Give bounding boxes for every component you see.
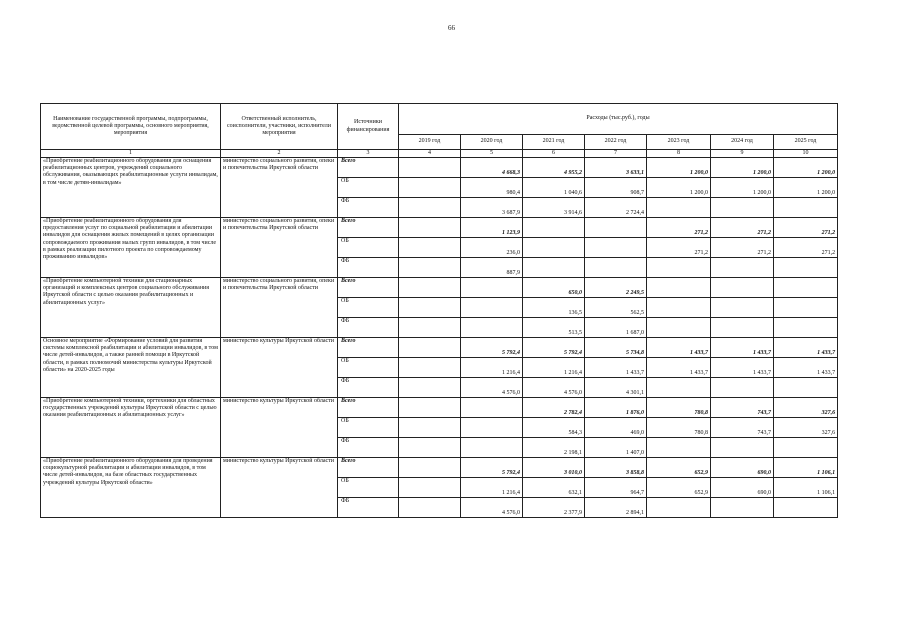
- amount-cell: [647, 198, 711, 218]
- amount-cell: 136,5: [523, 298, 585, 318]
- amount-cell: 1 123,9: [461, 218, 523, 238]
- amount-cell: 1 200,0: [711, 158, 774, 178]
- amount-cell: [585, 258, 647, 278]
- amount-cell: [461, 398, 523, 418]
- amount-cell: 562,5: [585, 298, 647, 318]
- amount-cell: [399, 378, 461, 398]
- amount-cell: [399, 278, 461, 298]
- amount-cell: [461, 438, 523, 458]
- funding-source: ОБ: [338, 178, 399, 198]
- amount-cell: 4 668,3: [461, 158, 523, 178]
- amount-cell: 271,2: [774, 238, 838, 258]
- amount-cell: 3 633,1: [585, 158, 647, 178]
- amount-cell: [647, 278, 711, 298]
- amount-cell: 887,9: [461, 258, 523, 278]
- amount-cell: 271,2: [711, 218, 774, 238]
- amount-cell: [399, 438, 461, 458]
- measure-name: Основное мероприятие «Формирование условий для развития системы комплексной реабилитации и абилитации инвалидов, в том числе детей-инвалидов, а также ранней помощи в Иркутской области, в рамках полномочий министерства культуры Иркутской области» на 2020-2025 годы: [41, 338, 221, 398]
- amount-cell: 1 433,7: [647, 358, 711, 378]
- column-index: 8: [647, 150, 711, 158]
- amount-cell: 4 576,0: [523, 378, 585, 398]
- amount-cell: [647, 258, 711, 278]
- amount-cell: [774, 298, 838, 318]
- amount-cell: [461, 318, 523, 338]
- amount-cell: 3 914,6: [523, 198, 585, 218]
- amount-cell: 271,2: [647, 218, 711, 238]
- funding-source: ОБ: [338, 478, 399, 498]
- table-row: [41, 278, 838, 298]
- executor: министерство социального развития, опеки и попечительства Иркутской области: [221, 278, 338, 338]
- amount-cell: 980,4: [461, 178, 523, 198]
- amount-cell: 5 792,4: [461, 458, 523, 478]
- amount-cell: [399, 238, 461, 258]
- header-year: 2025 год: [774, 135, 838, 150]
- header-program-name: Наименование государственной программы, подпрограммы, ведомственной целевой программы, основного мероприятия, мероприятия: [41, 104, 221, 150]
- amount-cell: [399, 258, 461, 278]
- page-number: 66: [448, 24, 455, 32]
- funding-source: Всего: [338, 158, 399, 178]
- amount-cell: 2 249,5: [585, 278, 647, 298]
- funding-source: ФБ: [338, 378, 399, 398]
- amount-cell: 5 734,8: [585, 338, 647, 358]
- amount-cell: 1 433,7: [774, 338, 838, 358]
- amount-cell: [585, 218, 647, 238]
- amount-cell: [399, 318, 461, 338]
- amount-cell: [399, 198, 461, 218]
- amount-cell: 327,6: [774, 418, 838, 438]
- column-index: 7: [585, 150, 647, 158]
- funding-source: Всего: [338, 218, 399, 238]
- amount-cell: [461, 278, 523, 298]
- amount-cell: [711, 438, 774, 458]
- funding-source: ФБ: [338, 198, 399, 218]
- amount-cell: 1 200,0: [647, 178, 711, 198]
- amount-cell: [461, 418, 523, 438]
- amount-cell: [399, 218, 461, 238]
- table-row: [41, 158, 838, 178]
- amount-cell: 469,0: [585, 418, 647, 438]
- executor: министерство социального развития, опеки и попечительства Иркутской области: [221, 218, 338, 278]
- executor: министерство культуры Иркутской области: [221, 338, 338, 398]
- amount-cell: 690,0: [711, 458, 774, 478]
- amount-cell: 2 894,1: [585, 498, 647, 518]
- amount-cell: 1 216,4: [461, 358, 523, 378]
- amount-cell: [711, 278, 774, 298]
- amount-cell: 1 876,0: [585, 398, 647, 418]
- amount-cell: 271,2: [647, 238, 711, 258]
- amount-cell: 908,7: [585, 178, 647, 198]
- funding-source: ОБ: [338, 358, 399, 378]
- amount-cell: 632,1: [523, 478, 585, 498]
- amount-cell: 1 200,0: [774, 178, 838, 198]
- amount-cell: 743,7: [711, 398, 774, 418]
- amount-cell: 2 198,1: [523, 438, 585, 458]
- amount-cell: 4 955,2: [523, 158, 585, 178]
- amount-cell: 1 200,0: [647, 158, 711, 178]
- amount-cell: 271,2: [711, 238, 774, 258]
- funding-source: Всего: [338, 398, 399, 418]
- executor: министерство социального развития, опеки и попечительства Иркутской области: [221, 158, 338, 218]
- amount-cell: 1 687,0: [585, 318, 647, 338]
- amount-cell: [711, 378, 774, 398]
- funding-source: ФБ: [338, 438, 399, 458]
- amount-cell: 652,9: [647, 478, 711, 498]
- amount-cell: 964,7: [585, 478, 647, 498]
- table-row: [41, 398, 838, 418]
- header-year: 2023 год: [647, 135, 711, 150]
- amount-cell: [711, 318, 774, 338]
- amount-cell: 236,0: [461, 238, 523, 258]
- header-year: 2019 год: [399, 135, 461, 150]
- amount-cell: [461, 298, 523, 318]
- amount-cell: [399, 158, 461, 178]
- measure-name: «Приобретение реабилитационного оборудования для оснащения реабилитационных центров, учреждений социального обслуживания, оказывающих реабилитационные услуги инвалидам, в том числе детям-инвалидам»: [41, 158, 221, 218]
- column-index: 5: [461, 150, 523, 158]
- amount-cell: 780,8: [647, 418, 711, 438]
- amount-cell: [399, 338, 461, 358]
- amount-cell: [647, 378, 711, 398]
- amount-cell: 584,3: [523, 418, 585, 438]
- amount-cell: 3 687,9: [461, 198, 523, 218]
- funding-source: ОБ: [338, 418, 399, 438]
- measure-name: «Приобретение компьютерной техники для стационарных организаций и комплексных центров социального обслуживания Иркутской области с целью оказания реабилитационных и абилитационных услуг»: [41, 278, 221, 338]
- amount-cell: [399, 458, 461, 478]
- funding-source: Всего: [338, 458, 399, 478]
- column-index: 6: [523, 150, 585, 158]
- header-year: 2021 год: [523, 135, 585, 150]
- funding-source: ФБ: [338, 318, 399, 338]
- header-funding-source: Источники финансирования: [338, 104, 399, 150]
- executor: министерство культуры Иркутской области: [221, 458, 338, 518]
- amount-cell: [399, 178, 461, 198]
- header-index-row: [41, 150, 838, 158]
- amount-cell: 4 576,0: [461, 498, 523, 518]
- measure-name: «Приобретение реабилитационного оборудования для предоставления услуг по социальной реабилитации и абилитации инвалидов для оснащения жилых помещений в целях организации сопровождаемого проживания малых групп инвалидов, в том числе в рамках реализации пилотного проекта по сопровождаемому проживанию инвалидов»: [41, 218, 221, 278]
- funding-source: ОБ: [338, 298, 399, 318]
- amount-cell: 743,7: [711, 418, 774, 438]
- amount-cell: 1 433,7: [585, 358, 647, 378]
- amount-cell: [774, 438, 838, 458]
- amount-cell: 1 433,7: [774, 358, 838, 378]
- table-row: [41, 458, 838, 478]
- expenses-table: [40, 103, 838, 518]
- measure-name: «Приобретение реабилитационного оборудования для проведения социокультурной реабилитации и абилитации инвалидов, в том числе детей-инвалидов, на базе областных государственных учреждений культуры Иркутской области»: [41, 458, 221, 518]
- amount-cell: 1 433,7: [647, 338, 711, 358]
- amount-cell: [647, 298, 711, 318]
- header-executor: Ответственный исполнитель, соисполнители, участники, исполнители мероприятия: [221, 104, 338, 150]
- amount-cell: 4 576,0: [461, 378, 523, 398]
- amount-cell: 2 724,4: [585, 198, 647, 218]
- header-year: 2024 год: [711, 135, 774, 150]
- amount-cell: 1 216,4: [461, 478, 523, 498]
- amount-cell: 652,9: [647, 458, 711, 478]
- amount-cell: 1 433,7: [711, 338, 774, 358]
- header-year: 2020 год: [461, 135, 523, 150]
- amount-cell: 650,0: [523, 278, 585, 298]
- funding-source: ФБ: [338, 498, 399, 518]
- header-expenses: Расходы (тыс.руб.), годы: [399, 104, 838, 135]
- amount-cell: [711, 498, 774, 518]
- amount-cell: [523, 238, 585, 258]
- amount-cell: [711, 298, 774, 318]
- amount-cell: 690,0: [711, 478, 774, 498]
- funding-source: ФБ: [338, 258, 399, 278]
- amount-cell: 1 200,0: [711, 178, 774, 198]
- amount-cell: [774, 378, 838, 398]
- amount-cell: 5 792,4: [523, 338, 585, 358]
- amount-cell: 513,5: [523, 318, 585, 338]
- amount-cell: 1 433,7: [711, 358, 774, 378]
- amount-cell: [774, 318, 838, 338]
- amount-cell: 4 301,1: [585, 378, 647, 398]
- amount-cell: [399, 478, 461, 498]
- column-index: 10: [774, 150, 838, 158]
- column-index: 2: [221, 150, 338, 158]
- amount-cell: 271,2: [774, 218, 838, 238]
- amount-cell: [399, 358, 461, 378]
- amount-cell: 327,6: [774, 398, 838, 418]
- amount-cell: 1 200,0: [774, 158, 838, 178]
- amount-cell: [647, 498, 711, 518]
- amount-cell: 3 858,8: [585, 458, 647, 478]
- amount-cell: 780,8: [647, 398, 711, 418]
- amount-cell: 1 106,1: [774, 478, 838, 498]
- amount-cell: 5 792,4: [461, 338, 523, 358]
- amount-cell: 1 040,6: [523, 178, 585, 198]
- amount-cell: [647, 318, 711, 338]
- amount-cell: 2 782,4: [523, 398, 585, 418]
- amount-cell: [774, 198, 838, 218]
- funding-source: ОБ: [338, 238, 399, 258]
- amount-cell: [585, 238, 647, 258]
- table-row: [41, 338, 838, 358]
- amount-cell: 1 216,4: [523, 358, 585, 378]
- amount-cell: [711, 198, 774, 218]
- amount-cell: [647, 438, 711, 458]
- column-index: 1: [41, 150, 221, 158]
- amount-cell: [774, 278, 838, 298]
- executor: министерство культуры Иркутской области: [221, 398, 338, 458]
- amount-cell: [399, 298, 461, 318]
- funding-source: Всего: [338, 278, 399, 298]
- amount-cell: [774, 258, 838, 278]
- measure-name: «Приобретение компьютерной техники, оргтехники для областных государственных учреждений культуры Иркутской области с целью оказания реабилитационных и абилитационных услуг»: [41, 398, 221, 458]
- amount-cell: [399, 498, 461, 518]
- column-index: 4: [399, 150, 461, 158]
- amount-cell: 1 407,0: [585, 438, 647, 458]
- amount-cell: [399, 398, 461, 418]
- amount-cell: [774, 498, 838, 518]
- amount-cell: 1 106,1: [774, 458, 838, 478]
- amount-cell: [711, 258, 774, 278]
- amount-cell: [523, 258, 585, 278]
- header-year: 2022 год: [585, 135, 647, 150]
- funding-source: Всего: [338, 338, 399, 358]
- amount-cell: [523, 218, 585, 238]
- table-body: [41, 158, 838, 518]
- amount-cell: 2 377,9: [523, 498, 585, 518]
- column-index: 9: [711, 150, 774, 158]
- column-index: 3: [338, 150, 399, 158]
- table-row: [41, 218, 838, 238]
- amount-cell: [399, 418, 461, 438]
- amount-cell: 3 010,0: [523, 458, 585, 478]
